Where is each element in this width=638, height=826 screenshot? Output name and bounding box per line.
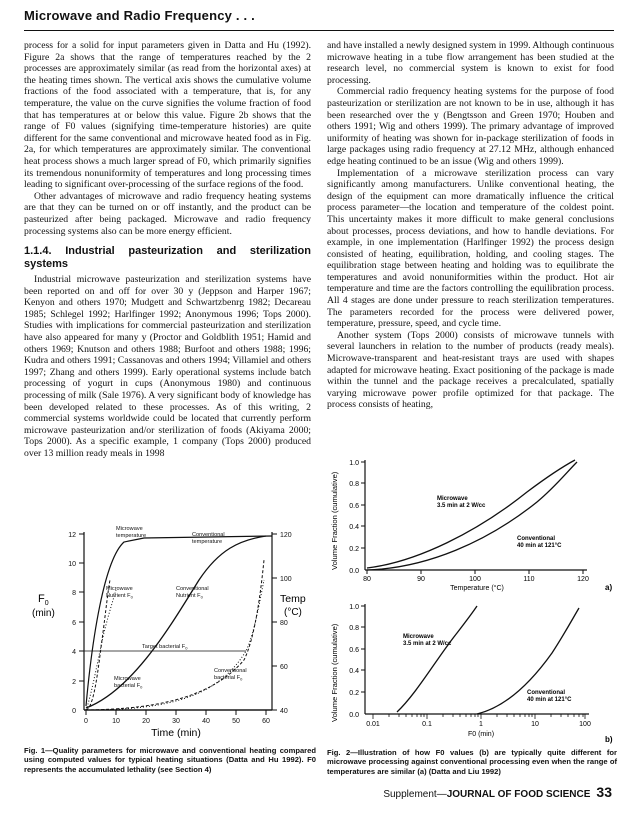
fig1-ytick-left: 0	[72, 708, 76, 715]
fig2b-panel-label: b)	[605, 735, 613, 744]
fig2a-ytick: 0.2	[349, 546, 359, 553]
fig2b-ytick: 0.8	[349, 625, 359, 632]
fig2b-xlabel: F0 (min)	[467, 731, 495, 738]
fig1-ytick-left: 2	[72, 679, 76, 686]
fig1-conv-temp-label-2: temperature	[192, 539, 223, 545]
fig1-microwave-nutrient-curve	[86, 580, 110, 710]
fig2a-ytick: 0.4	[349, 524, 359, 531]
right-column	[327, 40, 614, 411]
figure-1	[24, 520, 316, 742]
fig1-mw-nutrient-label: Microwave	[106, 586, 133, 592]
fig1-ytick-right: 60	[280, 664, 288, 671]
fig1-ytick-left: 10	[68, 561, 76, 568]
right-paragraph-1: and have installed a newly designed system in 1999. Although continuous microwave heating in a tube flow arrangement has been studied at the research level, no commercial system is known to exist for food processing.	[327, 40, 614, 86]
fig1-mw-bact-label-2: bacterial $F_0$	[114, 683, 143, 690]
fig2a-ylabel: Volume Fraction (cumulative)	[330, 471, 339, 570]
fig1-yright-label: Temp	[280, 593, 306, 605]
fig2b-xtick: 0.1	[422, 721, 432, 728]
fig2b-microwave-label-2: 3.5 min at 2 W/cc	[403, 641, 452, 647]
page-footer	[383, 784, 612, 800]
right-paragraph-2: Commercial radio frequency heating systems for the purpose of food pasteurization or sterilization are not known to be in use, although it has been researched over the y (Bengtsson and Green 1970; Houben and others 1991; Wig and others 1999). The primary advantage of improved uniformity of heating was shown for in-package sterilization of foods in large packages using radio frequency at 27.12 MHz, although enhanced edge heating continued to be an issue (Wig and others 1999).	[327, 86, 614, 167]
fig2b-xtick: 0.01	[366, 721, 380, 728]
fig2b-conventional-label: Conventional	[527, 690, 566, 696]
fig1-mw-nutrient-label-2: Nutrient $F_0$	[106, 593, 133, 600]
fig2b-xtick: 10	[531, 721, 539, 728]
fig1-conv-nutrient-label-2: Nutrient $F_0$	[176, 593, 203, 600]
fig1-ytick-left: 4	[72, 649, 76, 656]
fig2a-xtick: 120	[577, 576, 589, 583]
fig1-conventional-nutrient-curve	[86, 560, 264, 710]
left-paragraph-2: Other advantages of microwave and radio frequency heating systems are that they can be turned on or off instantly, and the product can be pasteurized after being packaged. Microwave and radio frequency processing systems also can be more energy efficient.	[24, 190, 311, 237]
fig1-ytick-right: 100	[280, 576, 292, 583]
right-paragraph-3: Implementation of a microwave sterilization process can vary significantly among manufacturers. Unlike conventional heating, the design of the equipment can more dramatically influence the critical process parameter—the location and temperature of the coldest point. This uncertainty makes it more difficult to make general conclusions about processes, process deviations, and how to handle deviations. For example, in one implementation (Harlfinger 1992) the process design consisted of heating, equilibration, holding, and cooling stages. The equilibration stage between heating and holding was to equilibrate the temperatures and avoid nonuniformities within the product. Hot air temperature and time are the factors controlling the equilibration process. All 4 stages are done under pressure to reach sterilization temperatures. The parameters recorded for the process were delivered power, temperature, pressure, speed, and cycle time.	[327, 167, 614, 330]
fig2b-xtick: 1	[479, 721, 483, 728]
fig1-ytick-right: 120	[280, 532, 292, 539]
fig2b-ylabel: Volume Fraction (cumulative)	[330, 623, 339, 722]
fig2a-microwave-label: Microwave	[437, 496, 468, 502]
fig1-yright-unit: (°C)	[284, 607, 302, 618]
figure-2a	[327, 452, 617, 596]
fig1-ytick-left: 12	[68, 532, 76, 539]
fig2b-ytick: 1.0	[349, 604, 359, 611]
fig2b-microwave-label: Microwave	[403, 634, 434, 640]
running-head	[24, 8, 614, 31]
footer-journal: JOURNAL OF FOOD SCIENCE	[446, 789, 591, 800]
fig2a-xtick: 90	[417, 576, 425, 583]
fig1-xtick: 20	[142, 718, 150, 725]
fig1-ytick-left: 6	[72, 620, 76, 627]
figure-2-caption: Fig. 2—Illustration of how F0 values (b) are typically quite different for microwave processing against conventional processing even when the range of temperatures are similar (a) (Datta and Liu 1992)	[327, 748, 617, 776]
fig1-mw-bact-label: Microwave	[114, 676, 141, 682]
fig1-xtick: 60	[262, 718, 270, 725]
footer-supplement: Supplement—	[383, 789, 447, 800]
fig1-conventional-temperature-curve	[86, 536, 266, 708]
fig2a-xlabel: Temperature (°C)	[450, 585, 504, 592]
fig1-mw-temp-label-2: temperature	[116, 533, 147, 539]
fig2a-microwave-label-2: 3.5 min at 2 W/cc	[437, 503, 486, 509]
fig2a-ytick: 0.6	[349, 503, 359, 510]
fig2b-ytick: 0.6	[349, 647, 359, 654]
fig2a-xtick: 110	[523, 576, 535, 583]
fig1-ytick-right: 80	[280, 620, 288, 627]
fig2b-ytick: 0.0	[349, 712, 359, 719]
fig1-conv-temp-label: Conventional	[192, 532, 225, 538]
left-paragraph-3: Industrial microwave pasteurization and sterilization systems have been reported on and off for over 30 y (Jeppson and Harper 1967; Kenyon and others 1970; Mudgett and Schwartzbenrg 1982; Decareau 1985; Schlegel 1992; Harlfinger 1992; Anonymous 1996; Tops 2000). Studies with implications for commercial pasteurization and sterilization have also appeared for many y (Proctor and Goldblith 1951; Hamid and others 1969; Knutson and others 1988; Burfoot and others 1988; 1996; Kudra and others 1991; Cassanovas and others 1994; Villamiel and others 1997; Zhang and others 1999). Early operational systems include batch processing of yogurt in cups (Anonymous 1980) and continuous processing of milk (Sale 1976). A very significant body of knowledge has been developed related to these processes. As of this writing, 2 commercial systems worldwide could be located that currently perform microwave pasteurization and/or sterilization of foods (Akiyama 2000; Tops 2000). As a specific example, 1 company (Tops 2000) produced over 13 million ready meals in 1998	[24, 274, 311, 459]
left-paragraph-1: process for a solid for input parameters given in Datta and Hu (1992). Figure 2a shows that the range of temperatures reached by the 2 processes are approximately similar (as read from the horizontal axes) at the heating times shown. The vertical axis shows the cumulative volume fractions of the food associated with a temperature, that is, for any temperature, the value on the curve signifies the volume fraction of food that has temperatures at or below this value. Figure 2b shows that the range of F0 values (signifying time-temperature histories) are quite different for the same conventional and microwave heated food as in Fig. 2a, for which temperatures are approximately similar. The conventional heat process shows a much larger spread of F0, which primarily signifies its tremendous nonuniformity of temperatures and long processing times leading to significant over-processing of the surface regions of the food.	[24, 40, 311, 191]
right-paragraph-4: Another system (Tops 2000) consists of microwave tunnels with several launchers in relation to the number of products (ready meals). Microwave-transparent and heat-resistant trays are used with shapes adapted for microwave heating. Exact positioning of the package is made within the tunnel and the package receives a precalculated, spatially varying microwave power profile optimized for that package. The process consists of heating,	[327, 329, 614, 411]
fig2a-conventional-label: Conventional	[517, 536, 556, 542]
fig2b-xtick: 100	[579, 721, 591, 728]
fig2a-ytick: 0.8	[349, 481, 359, 488]
fig1-xtick: 0	[84, 718, 88, 725]
fig1-xtick: 40	[202, 718, 210, 725]
fig1-xtick: 30	[172, 718, 180, 725]
figure-2b	[327, 598, 617, 746]
page-number: 33	[596, 784, 612, 800]
fig2a-ytick: 0.0	[349, 568, 359, 575]
fig1-conv-bact-label-2: bacterial $F_0$	[214, 675, 243, 682]
left-column	[24, 40, 311, 460]
fig2a-panel-label: a)	[605, 583, 613, 592]
figure-2b-plot	[327, 598, 617, 746]
fig1-ytick-right: 40	[280, 708, 288, 715]
fig2b-microwave-curve	[397, 606, 477, 712]
fig1-xlabel: Time (min)	[151, 727, 201, 739]
figure-2a-plot	[327, 452, 617, 596]
fig2a-xtick: 80	[363, 576, 371, 583]
fig1-conv-bact-label: Conventional	[214, 668, 247, 674]
fig1-ytick-left: 8	[72, 590, 76, 597]
fig2b-ytick: 0.2	[349, 690, 359, 697]
fig1-yleft-label: $F_0$	[38, 593, 49, 607]
running-head-title: Microwave and Radio Frequency . . .	[24, 8, 255, 23]
fig2b-conventional-label-2: 40 min at 121°C	[527, 697, 572, 703]
fig2a-xtick: 100	[469, 576, 481, 583]
fig1-yleft-unit: (min)	[32, 608, 55, 619]
section-heading: 1.1.4. Industrial pasteurization and sterilization systems	[24, 245, 311, 271]
fig1-xtick: 50	[232, 718, 240, 725]
fig1-target-label: Target bacterial $F_0$	[142, 644, 188, 651]
figure-1-plot	[24, 520, 316, 742]
fig2a-microwave-curve	[367, 460, 575, 568]
figure-1-caption: Fig. 1—Quality parameters for microwave and conventional heating compared using computed values for typical heating situations (Datta and Hu 1992). F0 represents the accumulated lethality (see Section 4)	[24, 746, 316, 774]
fig1-conv-nutrient-label: Conventional	[176, 586, 209, 592]
fig2a-ytick: 1.0	[349, 460, 359, 467]
fig2a-conventional-label-2: 40 min at 121°C	[517, 543, 562, 549]
fig1-mw-temp-label: Microwave	[116, 526, 143, 532]
fig2b-ytick: 0.4	[349, 668, 359, 675]
fig1-xtick: 10	[112, 718, 120, 725]
